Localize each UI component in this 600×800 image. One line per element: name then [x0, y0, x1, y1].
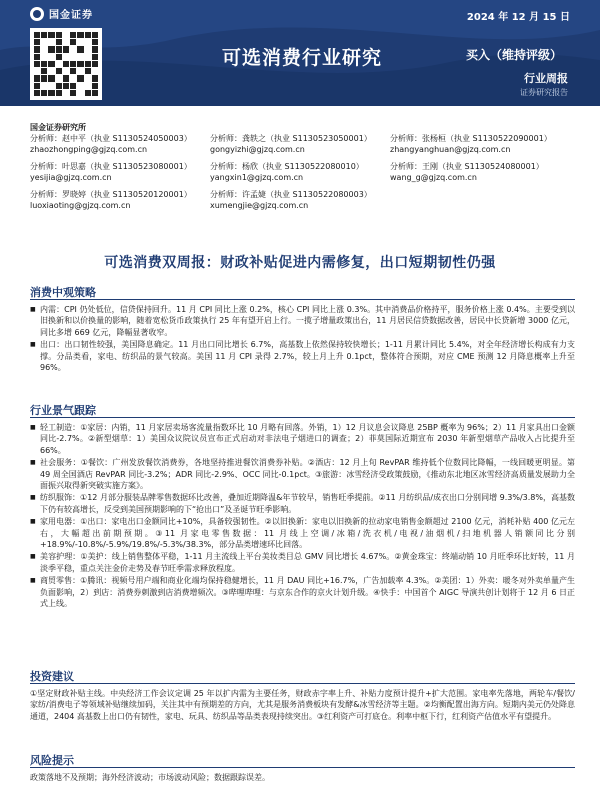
research-institute: 国金证券研究所: [30, 123, 86, 132]
qr-module: [77, 68, 83, 74]
qr-module: [34, 32, 40, 38]
qr-module: [34, 68, 40, 74]
advice-paragraph: ①坚定财政补贴主线。中央经济工作会议定调 25 年以扩内需为主要任务，财政赤字率上升、补贴力度预计提升+扩大范围。家电率先落地，两轮车/餐饮/家纺/消费电子等领域补贴继续加码，关注其中有预期差的方向，尤其是服务消费板块有发酵&冰雪经济等主题。②均衡配置出海方向。短期内美元仍处降息通道，2404 高基数上出口仍有韧性，家电、玩具、纺织品等品类表现持续突出。③红利资产可打底仓。利率中枢下行，红利资产估值水平有望提升。: [30, 689, 575, 721]
company-logo: [30, 6, 93, 21]
analyst-card: [390, 133, 578, 155]
qr-module: [77, 61, 83, 67]
qr-module: [63, 39, 69, 45]
qr-module: [92, 75, 98, 81]
bullet-item: ■ 美容护理：①美护：线上销售整体平稳，1-11 月主流线上平台美妆类目总 GMV 同比增长 4.67%。②黄金珠宝：终端动销 10 月旺季环比好转，11 月淡季平稳，重点关注金价走势及春节旺季需求释放程度。: [30, 551, 575, 574]
qr-module: [63, 54, 69, 60]
analyst-name: 分析师：叶思嘉（执业 S1130523080001）: [30, 162, 192, 171]
industry-bullet-list: [30, 422, 575, 611]
qr-module: [56, 39, 62, 45]
qr-module: [70, 46, 76, 52]
qr-module: [63, 75, 69, 81]
qr-module: [48, 75, 54, 81]
qr-module: [63, 61, 69, 67]
analyst-name: 分析师：张杨桓（执业 S1130522090001）: [390, 134, 552, 143]
qr-module: [56, 75, 62, 81]
qr-module: [85, 61, 91, 67]
analyst-name: 分析师：王刚（执业 S1130524080001）: [390, 162, 544, 171]
report-date: 2024 年 12 月 15 日: [466, 12, 570, 23]
qr-module: [48, 32, 54, 38]
report-subtype: 证券研究报告: [520, 88, 568, 97]
qr-module: [63, 90, 69, 96]
section-divider: [30, 683, 575, 684]
qr-module: [85, 39, 91, 45]
qr-module: [63, 46, 69, 52]
analyst-email[interactable]: wang_g@gjzq.com.cn: [390, 173, 477, 182]
qr-module: [70, 54, 76, 60]
qr-module: [92, 39, 98, 45]
analyst-name: 分析师：罗晓婷（执业 S1130520120001）: [30, 190, 192, 199]
analyst-name: 分析师：赵中平（执业 S1130524050003）: [30, 134, 192, 143]
analyst-email[interactable]: luoxiaoting@gjzq.com.cn: [30, 201, 131, 210]
header-banner: [0, 0, 600, 106]
report-type: 行业周报: [524, 72, 568, 85]
analyst-email[interactable]: gongyizhi@gjzq.com.cn: [210, 145, 305, 154]
qr-module: [85, 75, 91, 81]
analyst-card: [210, 133, 390, 155]
bullet-item: ■ 轻工制造：①家居：内销，11 月家居卖场客流量指数环比 10 月略有回落。外销，1）12 月议息会议降息 25BP 概率为 96%；2）11 月家具出口金额同比-2.7%。②新型烟草：1）美国众议院议员宣布正式启动对非法电子烟进口的调查；2）菲莫国际近期宣布 2030 年新型烟草产品收入占比提升至 66%。: [30, 422, 575, 456]
qr-module: [41, 75, 47, 81]
bullet-item: ■ 商贸零售：①腾讯：视频号用户端和商业化端均保持稳健增长，11 月 DAU 同比+16.7%，广告加载率 4.3%。②美团：1）外卖：暖冬对外卖单量产生负面影响，2）到店：消费券刺激到店消费增频次。③哔哩哔哩：与京东合作的京火计划升级。④快手：中国首个 AIGC 导演共创计划将于 12 月 6 日正式上线。: [30, 575, 575, 609]
qr-module: [70, 32, 76, 38]
qr-module: [56, 46, 62, 52]
analyst-email[interactable]: zhaozhongping@gjzq.com.cn: [30, 145, 148, 154]
qr-code: [30, 28, 102, 100]
qr-module: [48, 46, 54, 52]
risk-paragraph: 政策落地不及预期；海外经济波动；市场波动风险；数据跟踪误差。: [30, 773, 270, 782]
bullet-item: ■ 家用电器：①出口：家电出口金额同比+10%，具备较强韧性。②以旧换新：家电以旧换新的拉动家电销售金额超过 2100 亿元，消耗补贴 400 亿元左右，大幅超出前期预期。③11 月家电零售数据：11 月线上空调/冰箱/洗衣机/电视/油烟机/扫地机器人销额同比分别+18.9%/-10.8%/-5.9%/19.8%/-5.3%/38.3%，部分品类增速环比回落。: [30, 516, 575, 550]
qr-module: [63, 68, 69, 74]
qr-module: [92, 46, 98, 52]
qr-module: [34, 61, 40, 67]
qr-module: [92, 83, 98, 89]
bullet-item: ■ 社会服务：①餐饮：广州发放餐饮消费券，各地坚持推进餐饮消费券补贴。②酒店：12 月上旬 RevPAR 维持低个位数同比降幅，一线回暖更明显。第 49 周全国酒店 RevPAR 同比-3.2%；ADR 同比-2.9%、OCC 同比-0.1pct。③旅游：冰雪经济受政策鼓励，《推动东北地区冰雪经济高质量发展助力全面振兴取得新突破实施方案》。: [30, 457, 575, 491]
qr-module: [56, 32, 62, 38]
qr-module: [48, 61, 54, 67]
bullet-item: ■ 出口：出口韧性较强，美国降息确定。11 月出口同比增长 6.7%，高基数上依然保持较快增长；1-11 月累计同比 5.4%，对全年经济增长构成有力支撑。分品类看，家电、纺织品的景气较高。美国 11 月 CPI 录得 2.7%，较上月上升 0.1pct，整体符合预期，对应 CME 预测 12 月降息概率上升至 96%。: [30, 339, 575, 373]
analyst-email[interactable]: zhangyanghuan@gjzq.com.cn: [390, 145, 511, 154]
qr-module: [34, 54, 40, 60]
qr-module: [56, 68, 62, 74]
qr-module: [92, 90, 98, 96]
logo-text: 国金证券: [49, 10, 93, 21]
qr-module: [85, 46, 91, 52]
analyst-card: [30, 133, 210, 155]
qr-module: [56, 83, 62, 89]
qr-module: [77, 32, 83, 38]
qr-module: [56, 61, 62, 67]
qr-module: [34, 75, 40, 81]
qr-module: [92, 61, 98, 67]
analyst-name: 分析师：许孟婕（执业 S1130522080003）: [210, 190, 372, 199]
section-title-macro: 消费中观策略: [30, 286, 96, 299]
section-divider: [30, 417, 575, 418]
qr-module: [41, 54, 47, 60]
qr-module: [34, 46, 40, 52]
qr-module: [77, 90, 83, 96]
logo-icon: [30, 7, 44, 21]
qr-module: [70, 83, 76, 89]
qr-module: [85, 83, 91, 89]
qr-module: [85, 90, 91, 96]
analyst-card: [210, 189, 390, 211]
qr-module: [85, 68, 91, 74]
qr-module: [92, 32, 98, 38]
qr-module: [56, 90, 62, 96]
macro-bullet-list: [30, 304, 575, 374]
qr-module: [41, 46, 47, 52]
analyst-email[interactable]: yesijia@gjzq.com.cn: [30, 173, 112, 182]
analyst-email[interactable]: xumengjie@gjzq.com.cn: [210, 201, 309, 210]
analyst-card: [210, 161, 390, 183]
section-title-advice: 投资建议: [30, 670, 74, 683]
qr-module: [77, 46, 83, 52]
section-title-industry: 行业景气跟踪: [30, 404, 96, 417]
qr-module: [34, 90, 40, 96]
section-divider: [30, 767, 575, 768]
section-title-risk: 风险提示: [30, 754, 74, 767]
analyst-card: [30, 161, 210, 183]
qr-module: [77, 83, 83, 89]
section-divider: [30, 299, 575, 300]
qr-module: [41, 68, 47, 74]
qr-module: [41, 83, 47, 89]
qr-module: [41, 39, 47, 45]
bullet-item: ■ 内需：CPI 仍处低位，信贷保持回升。11 月 CPI 同比上涨 0.2%，核心 CPI 同比上涨 0.3%。其中消费品价格持平，服务价格上涨 0.4%。主要受到以旧换新和以价换量的影响，随着宽松货币政策执行 25 年有望开启上行。一揽子增量政策出台，11 月居民信贷数据改善，居民中长贷新增 3000 亿元，同比多增 669 亿元，降幅显著收窄。: [30, 304, 575, 338]
qr-module: [70, 68, 76, 74]
qr-module: [77, 75, 83, 81]
qr-module: [70, 75, 76, 81]
qr-module: [41, 61, 47, 67]
report-title: 可选消费行业研究: [222, 47, 383, 69]
report-headline: 可选消费双周报：财政补贴促进内需修复，出口短期韧性仍强: [104, 255, 496, 271]
qr-module: [48, 83, 54, 89]
qr-module: [41, 32, 47, 38]
analyst-name: 分析师：杨欣（执业 S1130522080010）: [210, 162, 364, 171]
qr-module: [92, 54, 98, 60]
analyst-email[interactable]: yangxin1@gjzq.com.cn: [210, 173, 304, 182]
qr-module: [70, 90, 76, 96]
qr-module: [70, 61, 76, 67]
analyst-list: [30, 133, 578, 211]
analyst-card: [390, 161, 578, 183]
qr-module: [48, 54, 54, 60]
qr-module: [63, 83, 69, 89]
qr-module: [34, 83, 40, 89]
analyst-card: [30, 189, 210, 211]
analyst-name: 分析师：龚轶之（执业 S1130523050001）: [210, 134, 372, 143]
qr-module: [56, 54, 62, 60]
qr-module: [48, 39, 54, 45]
rating-badge: 买入（维持评级）: [465, 48, 562, 62]
qr-module: [34, 39, 40, 45]
qr-module: [48, 68, 54, 74]
qr-module: [41, 90, 47, 96]
qr-module: [85, 32, 91, 38]
qr-module: [92, 68, 98, 74]
qr-module: [77, 54, 83, 60]
bullet-item: ■ 纺织服饰：①12 月部分服装品牌零售数据环比改善，叠加近期降温&年节较早，销售旺季提前。②11 月纺织品/成衣出口分别同增 9.3%/3.8%，高基数下仍有较高增长，反受到美国预期影响的下“抢出口”及圣诞节旺季影响。: [30, 492, 575, 515]
qr-module: [70, 39, 76, 45]
qr-module: [77, 39, 83, 45]
qr-module: [85, 54, 91, 60]
qr-module: [48, 90, 54, 96]
qr-module: [63, 32, 69, 38]
